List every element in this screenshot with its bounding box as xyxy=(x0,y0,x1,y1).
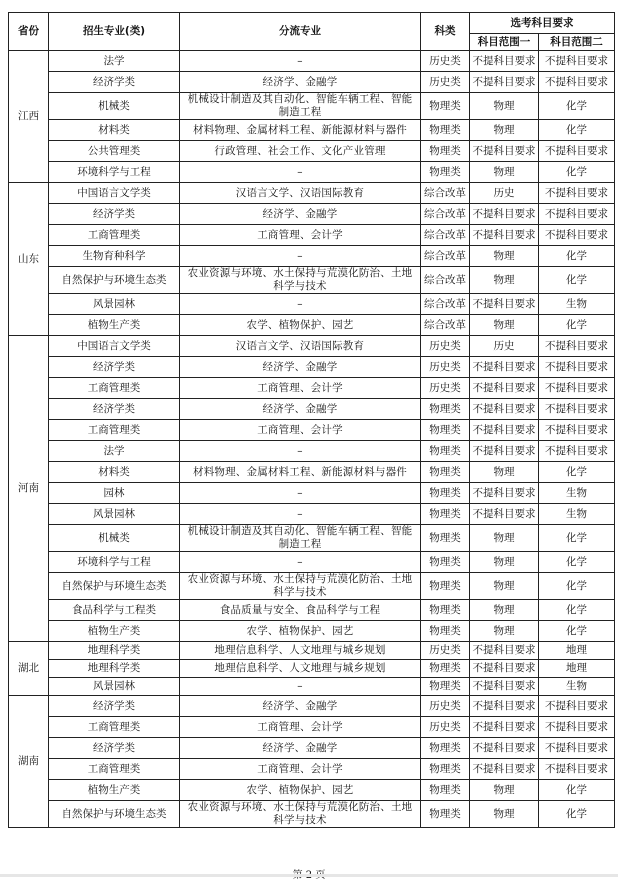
range2-cell: 不提科目要求 xyxy=(539,717,615,738)
table-row xyxy=(9,717,615,738)
range1-cell: 不提科目要求 xyxy=(470,642,539,660)
sub-majors-cell: 农业资源与环境、水土保持与荒漠化防治、土地科学与技术 xyxy=(180,267,421,294)
header-province: 省份 xyxy=(9,13,49,51)
range1-cell: 物理 xyxy=(470,552,539,573)
category-cell: 历史类 xyxy=(421,642,470,660)
table-row xyxy=(9,525,615,552)
range1-cell: 不提科目要求 xyxy=(470,72,539,93)
range1-cell: 物理 xyxy=(470,801,539,828)
range2-cell: 地理 xyxy=(539,660,615,678)
table-row xyxy=(9,183,615,204)
range2-cell: 化学 xyxy=(539,462,615,483)
range2-cell: 化学 xyxy=(539,573,615,600)
range2-cell: 不提科目要求 xyxy=(539,399,615,420)
range2-cell: 生物 xyxy=(539,294,615,315)
category-cell: 物理类 xyxy=(421,621,470,642)
table-row xyxy=(9,504,615,525)
sub-majors-cell: 农业资源与环境、水土保持与荒漠化防治、土地科学与技术 xyxy=(180,573,421,600)
sub-majors-cell: 经济学、金融学 xyxy=(180,696,421,717)
sub-majors-cell: – xyxy=(180,504,421,525)
sub-majors-cell: 材料物理、金属材料工程、新能源材料与器件 xyxy=(180,120,421,141)
category-cell: 综合改革 xyxy=(421,225,470,246)
major-cell: 食品科学与工程类 xyxy=(49,600,180,621)
sub-majors-cell: – xyxy=(180,678,421,696)
table-row xyxy=(9,72,615,93)
sub-majors-cell: – xyxy=(180,552,421,573)
sub-majors-cell: 地理信息科学、人文地理与城乡规划 xyxy=(180,642,421,660)
category-cell: 综合改革 xyxy=(421,183,470,204)
range2-cell: 化学 xyxy=(539,801,615,828)
category-cell: 物理类 xyxy=(421,483,470,504)
table-row xyxy=(9,51,615,72)
header-category: 科类 xyxy=(421,13,470,51)
major-cell: 公共管理类 xyxy=(49,141,180,162)
category-cell: 物理类 xyxy=(421,162,470,183)
table-row xyxy=(9,441,615,462)
range1-cell: 不提科目要求 xyxy=(470,504,539,525)
range2-cell: 化学 xyxy=(539,93,615,120)
category-cell: 历史类 xyxy=(421,51,470,72)
sub-majors-cell: 工商管理、会计学 xyxy=(180,420,421,441)
range1-cell: 不提科目要求 xyxy=(470,717,539,738)
sub-majors-cell: 经济学、金融学 xyxy=(180,738,421,759)
sub-majors-cell: – xyxy=(180,51,421,72)
header-range1: 科目范围一 xyxy=(470,34,539,51)
major-cell: 自然保护与环境生态类 xyxy=(49,267,180,294)
major-cell: 工商管理类 xyxy=(49,759,180,780)
major-cell: 工商管理类 xyxy=(49,378,180,399)
range1-cell: 不提科目要求 xyxy=(470,294,539,315)
range2-cell: 化学 xyxy=(539,120,615,141)
range1-cell: 不提科目要求 xyxy=(470,441,539,462)
table-row xyxy=(9,315,615,336)
major-cell: 中国语言文学类 xyxy=(49,183,180,204)
major-cell: 法学 xyxy=(49,51,180,72)
major-cell: 经济学类 xyxy=(49,696,180,717)
sub-majors-cell: 工商管理、会计学 xyxy=(180,225,421,246)
range1-cell: 物理 xyxy=(470,93,539,120)
range2-cell: 化学 xyxy=(539,552,615,573)
table-row xyxy=(9,420,615,441)
range1-cell: 不提科目要求 xyxy=(470,678,539,696)
category-cell: 物理类 xyxy=(421,801,470,828)
range1-cell: 物理 xyxy=(470,600,539,621)
sub-majors-cell: – xyxy=(180,162,421,183)
major-cell: 经济学类 xyxy=(49,399,180,420)
table-row xyxy=(9,141,615,162)
sub-majors-cell: 经济学、金融学 xyxy=(180,72,421,93)
range2-cell: 化学 xyxy=(539,246,615,267)
range2-cell: 不提科目要求 xyxy=(539,357,615,378)
range2-cell: 化学 xyxy=(539,315,615,336)
category-cell: 物理类 xyxy=(421,780,470,801)
major-cell: 工商管理类 xyxy=(49,420,180,441)
table-row xyxy=(9,642,615,660)
range2-cell: 不提科目要求 xyxy=(539,336,615,357)
range2-cell: 不提科目要求 xyxy=(539,738,615,759)
category-cell: 物理类 xyxy=(421,399,470,420)
major-cell: 法学 xyxy=(49,441,180,462)
major-cell: 经济学类 xyxy=(49,357,180,378)
range1-cell: 不提科目要求 xyxy=(470,51,539,72)
table-row xyxy=(9,678,615,696)
table-row xyxy=(9,621,615,642)
range2-cell: 不提科目要求 xyxy=(539,225,615,246)
province-cell: 湖南 xyxy=(9,696,49,828)
sub-majors-cell: 汉语言文学、汉语国际教育 xyxy=(180,336,421,357)
table-row xyxy=(9,759,615,780)
major-cell: 自然保护与环境生态类 xyxy=(49,573,180,600)
category-cell: 综合改革 xyxy=(421,267,470,294)
major-cell: 机械类 xyxy=(49,525,180,552)
range2-cell: 不提科目要求 xyxy=(539,696,615,717)
sub-majors-cell: 机械设计制造及其自动化、智能车辆工程、智能制造工程 xyxy=(180,93,421,120)
header-major: 招生专业(类) xyxy=(49,13,180,51)
category-cell: 物理类 xyxy=(421,759,470,780)
sub-majors-cell: 农学、植物保护、园艺 xyxy=(180,621,421,642)
range1-cell: 不提科目要求 xyxy=(470,225,539,246)
table-body xyxy=(9,51,615,828)
sub-majors-cell: 工商管理、会计学 xyxy=(180,378,421,399)
sub-majors-cell: 经济学、金融学 xyxy=(180,357,421,378)
category-cell: 历史类 xyxy=(421,72,470,93)
range1-cell: 物理 xyxy=(470,267,539,294)
major-cell: 材料类 xyxy=(49,120,180,141)
range2-cell: 化学 xyxy=(539,525,615,552)
sub-majors-cell: 经济学、金融学 xyxy=(180,399,421,420)
major-cell: 风景园林 xyxy=(49,504,180,525)
sub-majors-cell: – xyxy=(180,441,421,462)
sub-majors-cell: – xyxy=(180,483,421,504)
table-row xyxy=(9,600,615,621)
range2-cell: 生物 xyxy=(539,504,615,525)
category-cell: 物理类 xyxy=(421,660,470,678)
major-cell: 环境科学与工程 xyxy=(49,552,180,573)
category-cell: 物理类 xyxy=(421,552,470,573)
sub-majors-cell: 农业资源与环境、水土保持与荒漠化防治、土地科学与技术 xyxy=(180,801,421,828)
table-row xyxy=(9,336,615,357)
range1-cell: 不提科目要求 xyxy=(470,483,539,504)
table-row xyxy=(9,378,615,399)
range1-cell: 物理 xyxy=(470,315,539,336)
sub-majors-cell: 农学、植物保护、园艺 xyxy=(180,780,421,801)
table-row xyxy=(9,399,615,420)
range1-cell: 不提科目要求 xyxy=(470,141,539,162)
major-cell: 经济学类 xyxy=(49,204,180,225)
major-cell: 植物生产类 xyxy=(49,621,180,642)
range1-cell: 不提科目要求 xyxy=(470,660,539,678)
major-cell: 经济学类 xyxy=(49,738,180,759)
sub-majors-cell: 工商管理、会计学 xyxy=(180,759,421,780)
table-row xyxy=(9,204,615,225)
range1-cell: 历史 xyxy=(470,183,539,204)
range2-cell: 不提科目要求 xyxy=(539,759,615,780)
category-cell: 物理类 xyxy=(421,600,470,621)
range2-cell: 化学 xyxy=(539,780,615,801)
category-cell: 综合改革 xyxy=(421,294,470,315)
category-cell: 物理类 xyxy=(421,93,470,120)
category-cell: 物理类 xyxy=(421,141,470,162)
range2-cell: 生物 xyxy=(539,678,615,696)
sub-majors-cell: 食品质量与安全、食品科学与工程 xyxy=(180,600,421,621)
province-cell: 河南 xyxy=(9,336,49,642)
major-cell: 环境科学与工程 xyxy=(49,162,180,183)
sub-majors-cell: 经济学、金融学 xyxy=(180,204,421,225)
range2-cell: 化学 xyxy=(539,600,615,621)
table-row xyxy=(9,294,615,315)
major-cell: 自然保护与环境生态类 xyxy=(49,801,180,828)
range1-cell: 不提科目要求 xyxy=(470,420,539,441)
range1-cell: 不提科目要求 xyxy=(470,378,539,399)
major-cell: 经济学类 xyxy=(49,72,180,93)
province-cell: 山东 xyxy=(9,183,49,336)
sub-majors-cell: 工商管理、会计学 xyxy=(180,717,421,738)
major-cell: 工商管理类 xyxy=(49,717,180,738)
table-row xyxy=(9,696,615,717)
sub-majors-cell: 农学、植物保护、园艺 xyxy=(180,315,421,336)
range1-cell: 不提科目要求 xyxy=(470,399,539,420)
major-cell: 风景园林 xyxy=(49,678,180,696)
range1-cell: 物理 xyxy=(470,573,539,600)
range1-cell: 物理 xyxy=(470,621,539,642)
table-row xyxy=(9,483,615,504)
major-cell: 工商管理类 xyxy=(49,225,180,246)
major-cell: 机械类 xyxy=(49,93,180,120)
range2-cell: 化学 xyxy=(539,162,615,183)
range2-cell: 生物 xyxy=(539,483,615,504)
range2-cell: 化学 xyxy=(539,267,615,294)
admission-requirements-table xyxy=(8,12,615,828)
range1-cell: 不提科目要求 xyxy=(470,759,539,780)
sub-majors-cell: – xyxy=(180,246,421,267)
table-row xyxy=(9,120,615,141)
major-cell: 园林 xyxy=(49,483,180,504)
category-cell: 历史类 xyxy=(421,717,470,738)
sub-majors-cell: 地理信息科学、人文地理与城乡规划 xyxy=(180,660,421,678)
range2-cell: 地理 xyxy=(539,642,615,660)
category-cell: 物理类 xyxy=(421,573,470,600)
table-row xyxy=(9,552,615,573)
table-row xyxy=(9,780,615,801)
major-cell: 植物生产类 xyxy=(49,780,180,801)
table-row xyxy=(9,357,615,378)
table-row xyxy=(9,93,615,120)
range2-cell: 不提科目要求 xyxy=(539,420,615,441)
major-cell: 地理科学类 xyxy=(49,642,180,660)
table-row xyxy=(9,267,615,294)
major-cell: 地理科学类 xyxy=(49,660,180,678)
sub-majors-cell: – xyxy=(180,294,421,315)
major-cell: 材料类 xyxy=(49,462,180,483)
category-cell: 历史类 xyxy=(421,336,470,357)
table-row xyxy=(9,660,615,678)
province-cell: 江西 xyxy=(9,51,49,183)
category-cell: 综合改革 xyxy=(421,246,470,267)
table-row xyxy=(9,162,615,183)
range2-cell: 不提科目要求 xyxy=(539,141,615,162)
header-range2: 科目范围二 xyxy=(539,34,615,51)
range1-cell: 物理 xyxy=(470,780,539,801)
header-sub-majors: 分流专业 xyxy=(180,13,421,51)
range2-cell: 不提科目要求 xyxy=(539,183,615,204)
range1-cell: 历史 xyxy=(470,336,539,357)
table-row xyxy=(9,225,615,246)
category-cell: 物理类 xyxy=(421,525,470,552)
category-cell: 物理类 xyxy=(421,738,470,759)
sub-majors-cell: 机械设计制造及其自动化、智能车辆工程、智能制造工程 xyxy=(180,525,421,552)
range2-cell: 不提科目要求 xyxy=(539,441,615,462)
sub-majors-cell: 汉语言文学、汉语国际教育 xyxy=(180,183,421,204)
category-cell: 历史类 xyxy=(421,696,470,717)
sub-majors-cell: 行政管理、社会工作、文化产业管理 xyxy=(180,141,421,162)
range1-cell: 不提科目要求 xyxy=(470,696,539,717)
category-cell: 历史类 xyxy=(421,357,470,378)
range1-cell: 物理 xyxy=(470,162,539,183)
table-row xyxy=(9,246,615,267)
category-cell: 物理类 xyxy=(421,678,470,696)
category-cell: 综合改革 xyxy=(421,204,470,225)
category-cell: 物理类 xyxy=(421,441,470,462)
range1-cell: 物理 xyxy=(470,120,539,141)
province-cell: 湖北 xyxy=(9,642,49,696)
range2-cell: 不提科目要求 xyxy=(539,378,615,399)
major-cell: 植物生产类 xyxy=(49,315,180,336)
category-cell: 物理类 xyxy=(421,462,470,483)
major-cell: 风景园林 xyxy=(49,294,180,315)
category-cell: 物理类 xyxy=(421,504,470,525)
range1-cell: 不提科目要求 xyxy=(470,357,539,378)
table-row xyxy=(9,801,615,828)
range1-cell: 物理 xyxy=(470,525,539,552)
range1-cell: 不提科目要求 xyxy=(470,738,539,759)
major-cell: 生物育种科学 xyxy=(49,246,180,267)
range1-cell: 不提科目要求 xyxy=(470,204,539,225)
category-cell: 历史类 xyxy=(421,378,470,399)
table-row xyxy=(9,738,615,759)
table-row xyxy=(9,462,615,483)
range2-cell: 不提科目要求 xyxy=(539,51,615,72)
sub-majors-cell: 材料物理、金属材料工程、新能源材料与器件 xyxy=(180,462,421,483)
range1-cell: 物理 xyxy=(470,462,539,483)
major-cell: 中国语言文学类 xyxy=(49,336,180,357)
header-requirement: 选考科目要求 xyxy=(470,13,615,34)
range2-cell: 不提科目要求 xyxy=(539,204,615,225)
table-row xyxy=(9,573,615,600)
range1-cell: 物理 xyxy=(470,246,539,267)
category-cell: 物理类 xyxy=(421,120,470,141)
category-cell: 物理类 xyxy=(421,420,470,441)
range2-cell: 化学 xyxy=(539,621,615,642)
range2-cell: 不提科目要求 xyxy=(539,72,615,93)
category-cell: 综合改革 xyxy=(421,315,470,336)
